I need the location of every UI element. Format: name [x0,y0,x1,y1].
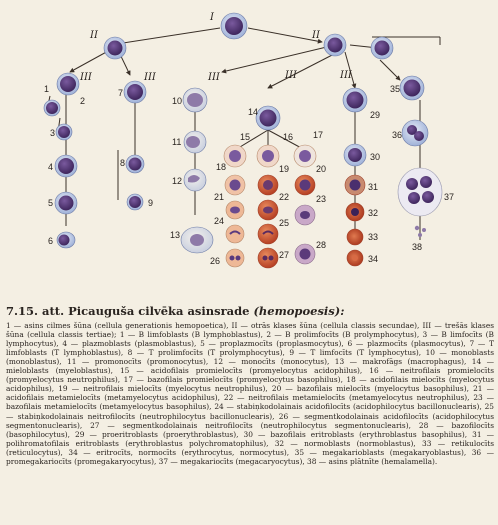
label-6: 6 [48,236,54,246]
cell-17 [294,145,316,167]
class-II-cell-left [104,37,126,59]
cell-5 [55,192,77,214]
label-28: 28 [316,240,327,250]
label-5: 5 [48,198,54,208]
figure-title-text: Picauguša cilvēka asinsrade [68,304,250,318]
figure-title [6,305,494,318]
cell-11 [184,131,206,153]
label-class-III-5: III [340,70,352,81]
label-4: 4 [48,162,54,172]
label-23: 23 [316,194,327,204]
label-class-III-4: III [285,70,297,81]
stem-cell [221,13,247,39]
label-37: 37 [444,192,455,202]
cell-1 [57,73,79,95]
label-class-III-3: III [208,72,220,83]
cell-4 [55,155,77,177]
label-20: 20 [316,164,327,174]
cell-28 [295,244,315,264]
cell-22 [258,200,278,220]
label-21: 21 [214,192,225,202]
cell-26 [226,249,244,267]
label-24: 24 [214,216,225,226]
cell-20 [295,175,315,195]
cell-37 [398,168,442,216]
figure-title-latin: (hemopoesis): [253,304,345,318]
label-class-III-2: III [144,72,156,83]
figure-caption [6,305,494,466]
cell-19 [258,175,278,195]
cell-12 [184,169,206,191]
label-31: 31 [368,182,379,192]
label-32: 32 [368,208,379,218]
label-10: 10 [172,96,183,106]
label-16: 16 [283,132,294,142]
cell-6 [57,232,75,248]
cell-32 [346,203,364,221]
cell-16 [257,145,279,167]
cell-31 [345,175,365,195]
cell-9 [127,194,143,210]
label-class-III-1: III [80,72,92,83]
cell-34 [347,250,363,266]
label-15: 15 [240,132,251,142]
label-25: 25 [279,218,290,228]
cell-15 [224,145,246,167]
label-12: 12 [172,176,183,186]
figure-number: 7.15. att. [6,304,65,318]
label-17: 17 [313,130,324,140]
cell-25 [258,224,278,244]
label-class-II-right: II [312,30,320,41]
label-14: 14 [248,107,259,117]
cell-10 [183,88,207,112]
label-27: 27 [279,250,290,260]
cell-2 [44,100,60,116]
cell-3 [56,124,72,140]
label-36: 36 [392,130,403,140]
cell-33 [347,229,363,245]
label-1: 1 [44,84,50,94]
label-19: 19 [279,164,290,174]
label-2: 2 [80,96,86,106]
label-7: 7 [118,88,124,98]
label-30: 30 [370,152,381,162]
label-22: 22 [279,192,290,202]
cell-21 [226,201,244,219]
cell-8 [126,155,144,173]
number-labels [44,84,454,266]
figure-legend: 1 — asins cilmes šūna (cellula generationis hemopoetica), II — otrās klases šūna (cellula classis secundae), III — trešās klases šūna (cellula classis tertiae); 1 — B limfoblasts (B lymphoblastus), 2 — B prolimfocīts (B prolymphocytus), 3 — B limfocīts (B lymphocytus), 4 — plazmoblasts (plasmoblastus), 5 — proplazmocīts (proplasmocytus), 6 — plazmocīts (plasmocytus), 7 — T limfoblasts (T lymphoblastus), 8 — T prolimfocīts (T prolymphocytus), 9 — T limfocīts (T lymphocytus), 10 — monoblasts (monoblastus), 11 — promonocīts (promonocytus), 12 — monocīts (monocytus), 13 — makrofāgs (macrophagus), 14 — mieloblasts (myeloblastus), 15 — acidofilais promielocīts (promyelocytus acidophilus), 16 — neitrofilais promielocīts (promyelocytus neutrophilus), 17 — bazofilais promielocīts (promyelocytus basophilus), 18 — acidofilais mielocīts (myelocytus acidophilus), 19 — neitrofilais mielocīts (myelocytus neutrophilus), 20 — bazofilais mielocīts (myelocytus basophilus), 21 — acidofilais metamielocīts (metamyelocytus acidophilus), 22 — neitrofilais metamielocīts (metamyelocytus neutrophilus), 23 — bazofilais metamielocīts (metamyelocytus basophilus), 24 — stabiņkodolainais acidofilocīts (acidophilocytus bacillonuclearis), 25 — stabiņkodolainais neitrofilocīts (neutrophilocytus bacillonuclearis), 26 — segmentkodolainais acidofilocīts (acidophilocytus segmentonuclearis), 27 — segmentkodolainais neitrofilocīts (neutrophilocytus segmentonuclearis), 28 — bazofilocīts (basophilocytus), 29 — proeritroblasts (proerythroblastus), 30 — bazofilais eritroblasts (erythroblastus basophilus), 31 — polihromatofilais eritroblasts (erythroblastus polychromatophilus), 32 — normoblasts (normoblastus), 33 — retikulocīts (reticulocytus), 34 — eritrocīts, normocīts (erythrocytus, normocytus), 35 — megakarioblasts (megakaryoblastus), 36 — promegakariocīts (promegakaryocytus), 37 — megakariocīts (megacaryocytus), 38 — asins plātnīte (hemalamella). [6,320,494,467]
class-II-cell-right [324,34,346,56]
label-class-I: I [210,12,214,23]
class-II-cell-far-right [371,37,393,59]
label-34: 34 [368,254,379,264]
label-35: 35 [390,84,401,94]
cell-29 [343,88,367,112]
label-9: 9 [148,198,154,208]
label-class-II-left: II [90,30,98,41]
label-11: 11 [172,137,182,147]
cell-14 [256,106,280,130]
cell-30 [344,144,366,166]
cell-35 [400,76,424,100]
label-38: 38 [412,242,423,252]
cell-13 [181,227,213,253]
label-26: 26 [210,256,221,266]
cell-23 [295,205,315,225]
label-13: 13 [170,230,181,240]
cell-7 [124,81,146,103]
cell-24 [226,225,244,243]
label-18: 18 [216,162,227,172]
label-8: 8 [120,158,126,168]
cell-18 [225,175,245,195]
label-3: 3 [50,128,56,138]
label-29: 29 [370,110,381,120]
label-33: 33 [368,232,379,242]
cell-36 [402,120,428,146]
cell-27 [258,248,278,268]
